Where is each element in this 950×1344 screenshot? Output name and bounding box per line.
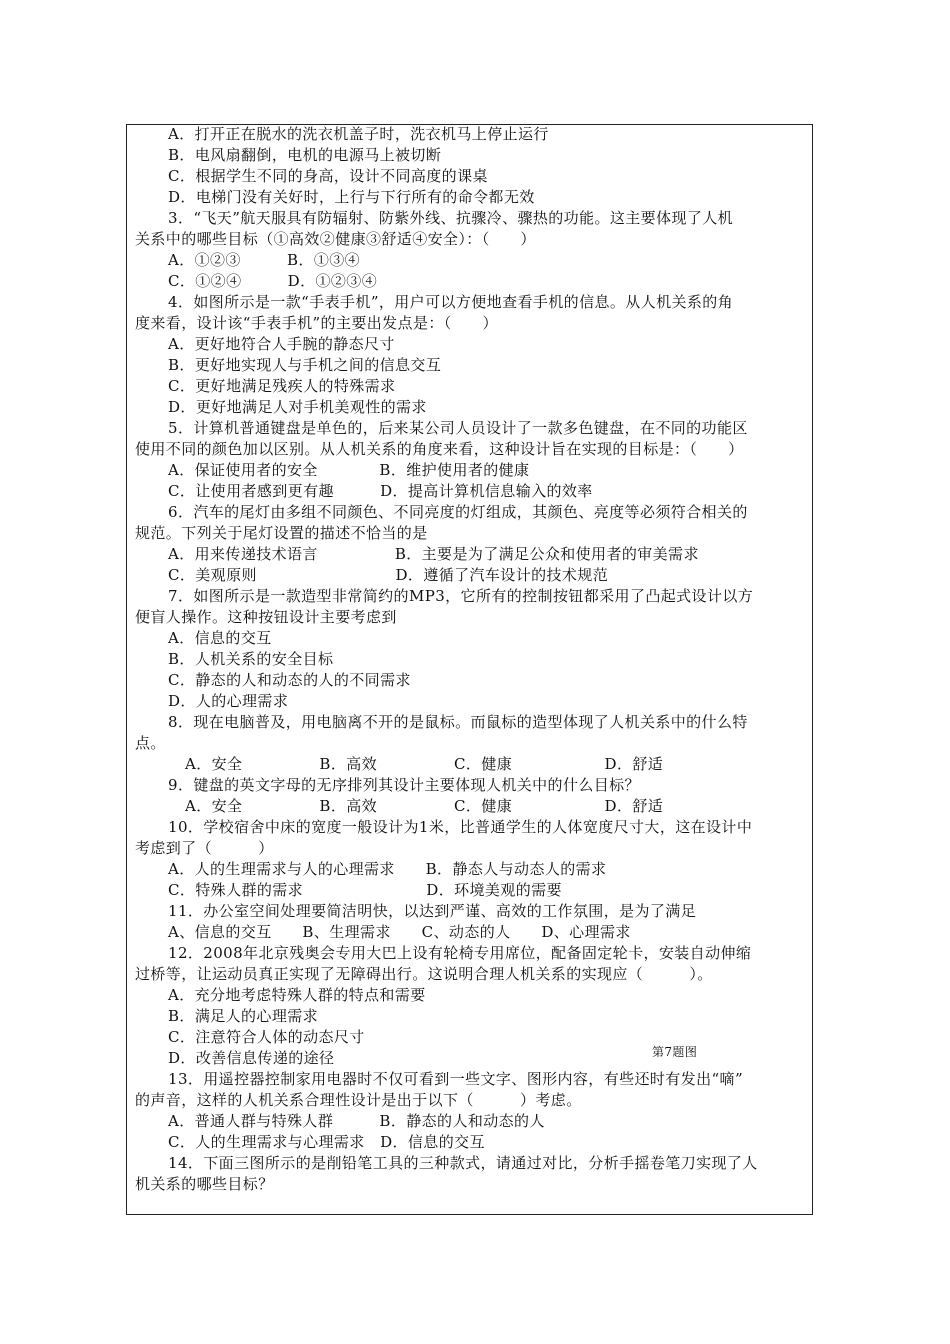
text-line: 度来看，设计该“手表手机”的主要出发点是：（ ） bbox=[135, 314, 498, 332]
text-line: 6．汽车的尾灯由多组不同颜色、不同亮度的灯组成，其颜色、亮度等必须符合相关的 bbox=[168, 503, 748, 521]
text-line: A、信息的交互 B、生理需求 C、动态的人 D、心理需求 bbox=[168, 923, 631, 941]
text-line: A．充分地考虑特殊人群的特点和需要 bbox=[168, 986, 426, 1004]
text-line: 8．现在电脑普及，用电脑离不开的是鼠标。而鼠标的造型体现了人机关系中的什么特 bbox=[168, 713, 748, 731]
text-line: D．人的心理需求 bbox=[168, 692, 289, 710]
text-line: 使用不同的颜色加以区别。从人机关系的角度来看，这种设计旨在实现的目标是：（ ） bbox=[135, 440, 744, 458]
text-line: 9．键盘的英文字母的无序排列其设计主要体现人机关中的什么目标？ bbox=[168, 776, 640, 794]
text-line: A．普通人群与特殊人群 B．静态的人和动态的人 bbox=[168, 1112, 545, 1130]
text-line: 便盲人操作。这种按钮设计主要考虑到 bbox=[135, 608, 397, 626]
text-line: A．安全 B．高效 C．健康 D．舒适 bbox=[185, 797, 664, 815]
text-line: 机关系的哪些目标？ bbox=[135, 1175, 274, 1193]
text-line: C．静态的人和动态的人的不同需求 bbox=[168, 671, 411, 689]
text-line: 14．下面三图所示的是削铅笔工具的三种款式，请通过对比，分析手摇卷笔刀实现了人 bbox=[168, 1154, 758, 1172]
text-line: A．用来传递技术语言 B．主要是为了满足公众和使用者的审美需求 bbox=[168, 545, 699, 563]
figure-caption: 第7题图 bbox=[652, 1045, 698, 1059]
text-line: 5．计算机普通键盘是单色的，后来某公司人员设计了一款多色键盘，在不同的功能区 bbox=[168, 419, 748, 437]
text-line: B．更好地实现人与手机之间的信息交互 bbox=[168, 356, 442, 374]
text-line: A．打开正在脱水的洗衣机盖子时，洗衣机马上停止运行 bbox=[168, 125, 549, 143]
text-line: 的声音，这样的人机关系合理性设计是出于以下（ ）考虑。 bbox=[135, 1091, 582, 1109]
text-line: 考虑到了（ ） bbox=[135, 839, 274, 857]
text-line: B．人机关系的安全目标 bbox=[168, 650, 334, 668]
text-line: 10．学校宿舍中床的宽度一般设计为1米，比普通学生的人体宽度尺寸大，这在设计中 bbox=[168, 818, 753, 836]
text-line: 11．办公室空间处理要简洁明快，以达到严谨、高效的工作氛围，是为了满足 bbox=[168, 902, 697, 920]
text-line: D．电梯门没有关好时，上行与下行所有的命令都无效 bbox=[168, 188, 535, 206]
text-line: 关系中的哪些目标（①高效②健康③舒适④安全）：（ ） bbox=[135, 230, 536, 248]
text-line: A．信息的交互 bbox=[168, 629, 272, 647]
text-line: 7．如图所示是一款造型非常简约的MP3，它所有的控制按钮都采用了凸起式设计以方 bbox=[168, 587, 754, 605]
text-line: D．更好地满足人对手机美观性的需求 bbox=[168, 398, 427, 416]
text-line: A．更好地符合人手腕的静态尺寸 bbox=[168, 335, 395, 353]
text-line: 点。 bbox=[135, 734, 166, 752]
text-line: D．改善信息传递的途径 bbox=[168, 1049, 335, 1067]
text-line: B．电风扇翻倒，电机的电源马上被切断 bbox=[168, 146, 442, 164]
text-line: C．特殊人群的需求 D．环境美观的需要 bbox=[168, 881, 562, 899]
text-line: C．注意符合人体的动态尺寸 bbox=[168, 1028, 365, 1046]
text-line: C．①②④ D．①②③④ bbox=[168, 272, 378, 290]
text-line: 3．“飞天”航天服具有防辐射、防紫外线、抗骤冷、骤热的功能。这主要体现了人机 bbox=[168, 209, 734, 227]
text-line: 4．如图所示是一款“手表手机”，用户可以方便地查看手机的信息。从人机关系的角 bbox=[168, 293, 734, 311]
text-line: 规范。下列关于尾灯设置的描述不恰当的是 bbox=[135, 524, 428, 542]
text-line: C．让使用者感到更有趣 D．提高计算机信息输入的效率 bbox=[168, 482, 593, 500]
text-line: 12．2008年北京残奥会专用大巴上设有轮椅专用席位，配备固定轮卡，安装自动伸缩 bbox=[168, 944, 752, 962]
text-line: 13．用遥控器控制家用电器时不仅可看到一些文字、图形内容，有些还时有发出“嘀” bbox=[168, 1070, 744, 1088]
text-line: A．人的生理需求与人的心理需求 B．静态人与动态人的需求 bbox=[168, 860, 607, 878]
text-line: B．满足人的心理需求 bbox=[168, 1007, 319, 1025]
text-line: C．根据学生不同的身高，设计不同高度的课桌 bbox=[168, 167, 488, 185]
text-line: A．①②③ B．①③④ bbox=[168, 251, 361, 269]
text-line: C．人的生理需求与心理需求 D．信息的交互 bbox=[168, 1133, 485, 1151]
text-line: 过桥等，让运动员真正实现了无障碍出行。这说明合理人机关系的实现应（ ）。 bbox=[135, 965, 713, 983]
text-line: A．安全 B．高效 C．健康 D．舒适 bbox=[185, 755, 664, 773]
text-line: C．更好地满足残疾人的特殊需求 bbox=[168, 377, 396, 395]
text-line: C．美观原则 D．遵循了汽车设计的技术规范 bbox=[168, 566, 609, 584]
text-line: A．保证使用者的安全 B．维护使用者的健康 bbox=[168, 461, 530, 479]
